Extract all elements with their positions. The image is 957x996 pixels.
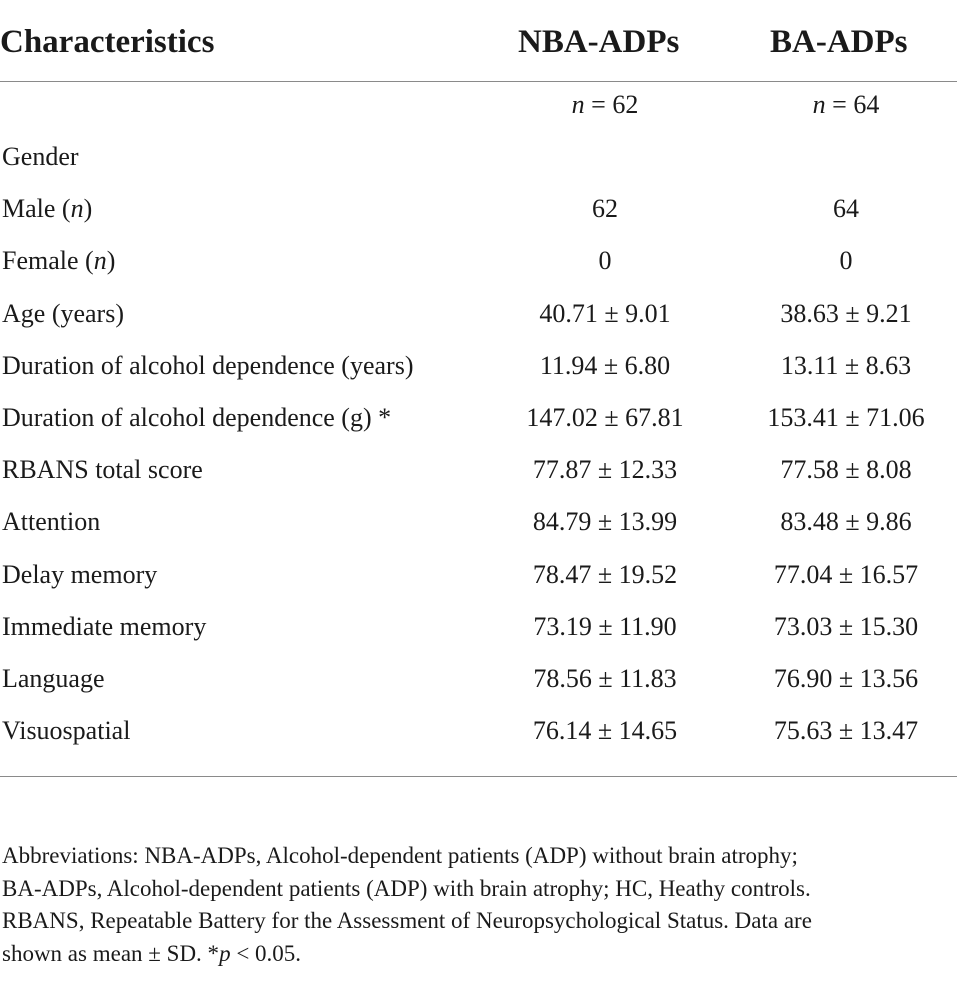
table-row [0, 496, 957, 548]
cell-ba-adps: 38.63 ± 9.21 [780, 298, 912, 328]
table-bottom-rule [0, 776, 957, 777]
cell-nba-adps: 40.71 ± 9.01 [539, 298, 671, 328]
sample-size-ba [726, 79, 957, 131]
row-label-text: Age (years) [2, 298, 124, 328]
cell-nba-adps: 0 [598, 246, 612, 276]
table-row [0, 288, 957, 340]
table-row [0, 705, 957, 757]
row-label [2, 444, 203, 496]
cell-ba-adps: 77.58 ± 8.08 [780, 455, 912, 485]
table-header-row [0, 0, 957, 82]
sample-size-row [0, 79, 957, 131]
cell-nba-adps: 78.47 ± 19.52 [532, 559, 678, 589]
cell-nba-adps: 62 [592, 194, 618, 224]
row-label [2, 601, 206, 653]
row-label [2, 496, 100, 548]
cell-ba-adps: 77.04 ± 16.57 [773, 559, 919, 589]
row-label-text: Immediate memory [2, 611, 207, 641]
sample-size-ba-value: = 64 [825, 90, 880, 119]
row-label-text: Delay memory [2, 559, 158, 589]
sample-size-nba-value: = 62 [584, 90, 639, 119]
row-label [2, 340, 413, 392]
sample-size-nba [485, 79, 725, 131]
table-row [0, 549, 957, 601]
row-label-text: Language [2, 664, 105, 693]
table-row [0, 340, 957, 392]
row-label [2, 705, 130, 757]
cell-ba-adps: 153.41 ± 71.06 [767, 403, 925, 432]
row-label-symbol: n [70, 194, 84, 224]
header-ba-adps: BA-ADPs [770, 24, 908, 60]
footnote-line-1: Abbreviations: NBA-ADPs, Alcohol-dependent patients (ADP) without brain atrophy; [2, 843, 798, 868]
row-label [2, 549, 157, 601]
row-label-text: Attention [2, 507, 101, 537]
table-row [0, 131, 957, 183]
footnote-line-2: BA-ADPs, Alcohol-dependent patients (ADP) with brain atrophy; HC, Heathy controls. [2, 875, 811, 901]
row-label-text: Visuospatial [2, 716, 131, 746]
cell-nba-adps: 84.79 ± 13.99 [532, 507, 678, 537]
row-label [2, 288, 124, 340]
cell-nba-adps: 78.56 ± 11.83 [533, 664, 677, 693]
sample-size-nba-symbol: n [571, 90, 585, 119]
table-row [0, 444, 957, 496]
cell-ba-adps: 13.11 ± 8.63 [780, 350, 912, 380]
table-row [0, 392, 957, 444]
cell-ba-adps: 73.03 ± 15.30 [773, 611, 919, 641]
row-label [2, 392, 391, 444]
row-label-text: RBANS total score [2, 455, 203, 485]
row-label-text: Female ( [2, 246, 94, 276]
table-row [0, 601, 957, 653]
row-label-text: Male ( [2, 194, 71, 224]
row-label [2, 653, 105, 705]
cell-nba-adps: 147.02 ± 67.81 [526, 403, 684, 432]
cell-ba-adps: 0 [839, 246, 853, 276]
cell-nba-adps: 76.14 ± 14.65 [532, 716, 678, 746]
cell-ba-adps: 75.63 ± 13.47 [773, 716, 919, 746]
row-label [2, 235, 115, 287]
table-footnote [2, 840, 952, 970]
row-label-symbol: n [93, 246, 107, 276]
row-label-text: Gender [2, 142, 79, 171]
footnote-line-4 [2, 938, 952, 971]
row-label [2, 131, 79, 183]
row-label-suffix: ) [83, 194, 93, 224]
header-characteristics: Characteristics [0, 24, 215, 60]
row-label-suffix: ) [106, 246, 116, 276]
footnote-line-4-text: shown as mean ± SD. * [2, 940, 220, 966]
cell-nba-adps: 11.94 ± 6.80 [539, 350, 671, 380]
footnote-p-symbol: p [219, 940, 231, 966]
cell-nba-adps: 77.87 ± 12.33 [532, 455, 678, 485]
header-nba-adps: NBA-ADPs [518, 24, 680, 60]
table-row [0, 235, 957, 287]
sample-size-ba-symbol: n [812, 90, 826, 119]
footnote-line-3: RBANS, Repeatable Battery for the Assessment of Neuropsychological Status. Data are [2, 908, 812, 933]
row-label [2, 183, 92, 235]
cell-ba-adps: 64 [833, 194, 859, 224]
row-label-text: Duration of alcohol dependence (g) * [2, 403, 392, 432]
table-row [0, 183, 957, 235]
cell-ba-adps: 83.48 ± 9.86 [780, 507, 912, 537]
footnote-line-4-end: < 0.05. [230, 940, 302, 966]
cell-ba-adps: 76.90 ± 13.56 [773, 664, 919, 693]
cell-nba-adps: 73.19 ± 11.90 [533, 611, 677, 641]
table-row [0, 653, 957, 705]
row-label-text: Duration of alcohol dependence (years) [2, 350, 414, 380]
